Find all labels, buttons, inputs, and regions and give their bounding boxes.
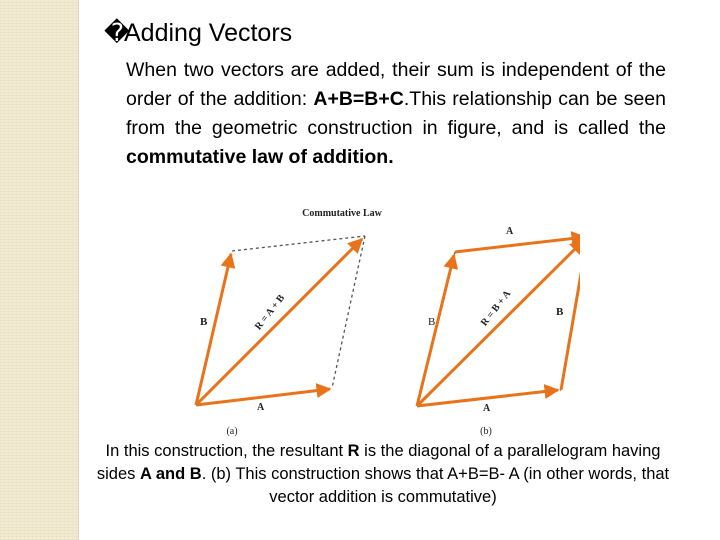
paragraph-equation: A+B=B+C [313,88,404,110]
figure-caption [88,440,678,509]
dashed-right-edge-a [332,236,365,388]
title-bullet-icon: � [104,19,130,47]
slide-title [104,16,292,50]
label-a-top-b: A [506,226,514,237]
diagram-b [417,226,580,437]
side-strip-border [78,0,79,540]
figure-heading: Commutative Law [302,208,382,219]
diagram-a [196,236,365,437]
label-b-right-b: B [556,306,564,318]
vector-r-b [417,240,580,406]
label-r-a: R = A + B [252,292,288,333]
label-a-bottom-b: A [483,403,491,414]
vector-b-left-b [417,255,454,406]
label-a-a: A [257,402,265,413]
vector-a-top-b [455,237,580,252]
caption-part1: In this construction, the resultant [105,442,348,460]
dashed-top-edge-a [232,236,365,251]
title-text: Adding Vectors [124,19,293,47]
vector-b-a [196,254,231,405]
caption-ab: A and B [139,465,202,483]
caption-r: R [347,442,360,460]
paragraph-part1: When two vectors are added, their sum is independent of the order of the addition: [126,59,666,110]
commutative-law-figure [180,200,580,440]
caption-part2: is the diagonal of a parallelogram having sides [96,442,661,483]
vector-r-a [196,239,362,405]
paragraph-law: commutative law of addition. [126,146,394,168]
caption-part3: . (b) This construction shows that A+B=B- A (in other words, that vector addition is commutative) [201,465,670,506]
sub-label-a: (a) [226,426,238,437]
sub-label-b: (b) [480,426,492,437]
label-b-left-b: B [428,316,436,328]
label-b-a: B [200,316,208,328]
body-paragraph [126,56,666,172]
decorative-side-strip [0,0,78,540]
label-r-b: R = B + A [478,288,514,329]
paragraph-part2: .This relationship can be seen from the geometric construction in figure, and is called the [126,88,666,139]
